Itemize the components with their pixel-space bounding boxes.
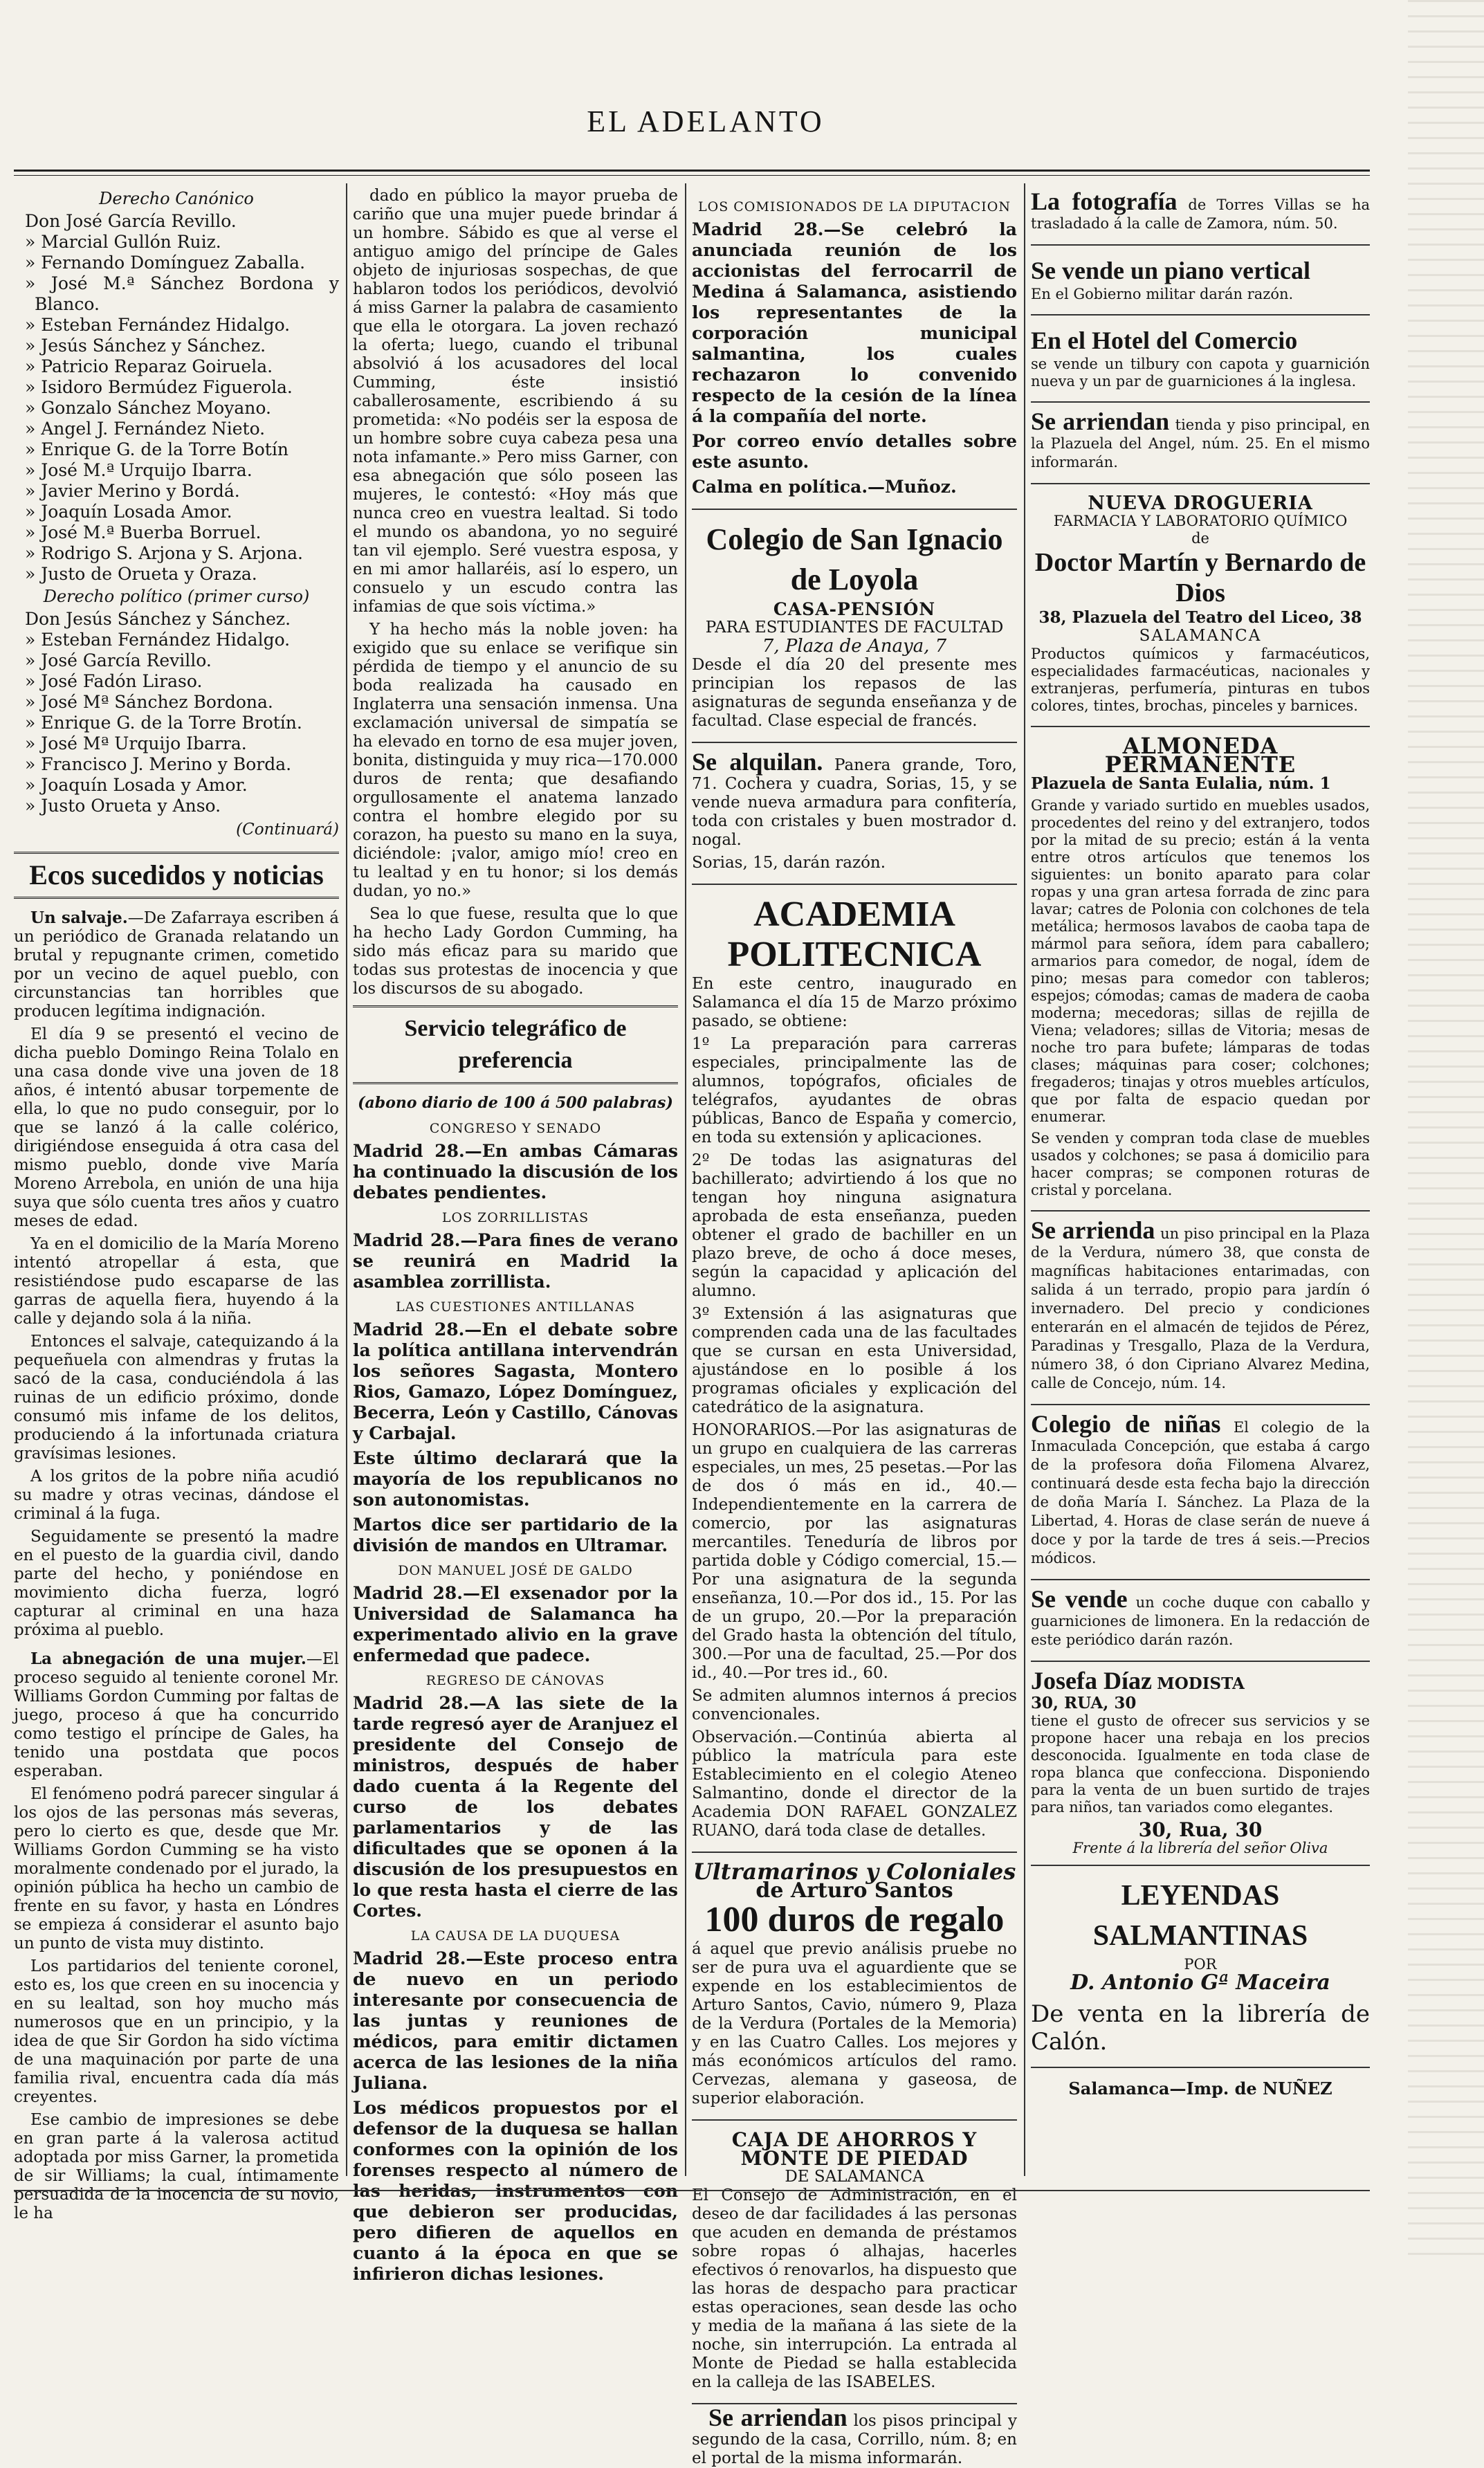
ad-city: SALAMANCA <box>1139 627 1262 645</box>
column-2 <box>353 187 678 2284</box>
news-item: Por correo envío detalles sobre este asunto. <box>692 431 1017 472</box>
page-edge <box>1408 0 1484 2265</box>
ad-text: Desde el día 20 del presente mes principian los repasos de las asignaturas de segunda enseñanza y de facultad. Clase especial de francés. <box>692 656 1017 730</box>
news-heading: DON MANUEL JOSÉ DE GALDO <box>398 1563 633 1578</box>
list-item: » José García Revillo. <box>25 650 212 670</box>
list-item: » José Mª Urquijo Ibarra. <box>25 733 247 753</box>
ad-text: tiene el gusto de ofrecer sus servicios y se propone hacer una rebaja en los precios desconocida. Igualmente en toda clase de ropa blanca que confecciona. Disponiendo para la venta de un buen surtido de trajes para niños, tan variados como elegantes. <box>1031 1712 1370 1816</box>
column-1 <box>14 187 339 2222</box>
ad-address: 30, RUA, 30 <box>1031 1694 1137 1712</box>
ad-text: El Consejo de Administración, en el deseo de dar facilidades á las personas que acuden en demanda de préstamos sobre ropas ó alhajas, hacerles efectivos ó renovarlos, ha dispuesto que las horas de despacho para practicar estas operaciones, sean desde las ocho y media de la mañana á las siete de la noche, sin interrupción. La entrada al Monte de Piedad se halla establecida en la calleja de las ISABELES. <box>692 2186 1017 2391</box>
piano-ad <box>1031 250 1370 316</box>
continuara-note: (Continuará) <box>236 821 339 839</box>
ad-subtitle: DE SALAMANCA <box>785 2168 924 2186</box>
list-item: » Joaquín Losada Amor. <box>25 502 232 522</box>
paragraph: Ese cambio de impresiones se debe en gran parte á la valerosa actitud adoptada por miss Garner, la prometida de sir Williams; la cual, íntimamente persuadida de la inocencia de su novio, le ha <box>14 2111 339 2222</box>
list-item: » Marcial Gullón Ruiz. <box>25 232 221 252</box>
column-divider <box>346 183 347 2176</box>
ad-text: un coche duque con caballo y guarniciones de limonera. En la redacción de este periódico darán razón. <box>1031 1594 1371 1648</box>
ad-text: Se admiten alumnos internos á precios convencionales. <box>692 1687 1017 1724</box>
ad-title: ALMONEDA PERMANENTE <box>1104 733 1297 778</box>
drogueria-ad <box>1031 488 1370 727</box>
ad-title: Doctor Martín y Bernardo de Dios <box>1034 548 1366 607</box>
ecos-heading: Ecos sucedidos y noticias <box>14 852 339 899</box>
ad-text: un piso principal en la Plaza de la Verdura, número 38, que consta de magníficas habitaciones entarimadas, con salida á un terrado, propio para jardín ó invernadero. Del precio y condiciones enterarán en el almacén de tejidos de Pérez, Paradinas y Tresgallo, Plaza de la Verdura, número 38, ó don Cipriano Alvarez Medina, calle de Concejo, núm. 14. <box>1031 1225 1371 1391</box>
paragraph: Los partidarios del teniente coronel, esto es, los que creen en su inocencia y en su lealtad, son hoy mucho más numerosos que en un principio, y la idea de que Sir Gordon ha sido víctima de una maquinación por parte de una familia rival, encuentra cada día más creyentes. <box>14 1957 339 2106</box>
ad-text: Observación.—Continúa abierta al público la matrícula para este Establecimiento en el colegio Ateneo Salmantino, donde el director de la Academia DON RAFAEL GONZALEZ RUANO, dará toda clase de detalles. <box>692 1728 1017 1840</box>
news-heading: CONGRESO Y SENADO <box>429 1121 602 1136</box>
list-item: » Justo Orueta y Anso. <box>25 796 221 816</box>
list-item: » Javier Merino y Bordá. <box>25 481 240 501</box>
list-item: » José M.ª Buerba Borruel. <box>25 522 262 542</box>
list-item: » Esteban Fernández Hidalgo. <box>25 630 291 650</box>
salvaje-lead: Un salvaje. <box>30 908 128 927</box>
header-rule <box>14 170 1370 172</box>
ad-title: Se alquilan. <box>692 748 823 776</box>
ad-text: De venta en la librería de Calón. <box>1031 2000 1370 2056</box>
masthead-title: EL ADELANTO <box>587 104 825 138</box>
caja-ad <box>692 2125 1017 2404</box>
ad-title: Se vende <box>1031 1585 1128 1613</box>
ad-text: se vende un tilbury con capota y guarnición nueva y un par de guarniciones á la inglesa. <box>1031 356 1370 390</box>
ad-note: Frente á la librería del señor Oliva <box>1072 1840 1328 1856</box>
ad-text: El colegio de la Inmaculada Concepción, que estaba á cargo de la profesora doña Filomena Alvarez, continuará desde esta fecha bajo la dirección de doña María I. Sánchez. La Plaza de la Libertad, 4. Horas de clase serán de nueve á doce y por la tarde de tres á seis.—Precios módicos. <box>1031 1419 1370 1566</box>
paragraph: Sea lo que fuese, resulta que lo que ha hecho Lady Gordon Cumming, ha sido más eficaz para su marido que todas sus protestas de inocencia y que los discursos de su abogado. <box>353 905 678 998</box>
news-item: Los médicos propuestos por el defensor de la duquesa se hallan conformes con la opinión de los forenses respecto al número de las heridas, instrumentos con que debieron ser producidas, pero difieren de aquellos en cuanto á la época en que se infirieron dichas lesiones. <box>353 2098 678 2284</box>
ad-text: Productos químicos y farmacéuticos, especialidades farmacéuticas, nacionales y extranjeras, perfumería, pinturas en tubos colores, tintes, brochas, pinceles y barnices. <box>1031 646 1370 714</box>
list-item: » Jesús Sánchez y Sánchez. <box>25 336 266 356</box>
news-item: Calma en política.—Muñoz. <box>692 477 957 497</box>
arrienda-piso-ad <box>1031 1216 1370 1405</box>
abnegacion-lead: La abnegación de una mujer. <box>30 1649 306 1668</box>
ad-author: D. Antonio Gª Maceira <box>1070 1971 1330 1995</box>
ad-title: Colegio de San Ignacio de Loyola <box>706 522 1003 596</box>
paragraph: El día 9 se presentó el vecino de dicha pueblo Domingo Reina Tolalo en una casa donde vive una joven de 18 años, é intentó abusar torpemente de ella, lo que no pudo conseguir, por lo que se lanzó á la calle colérico, dirigiéndose enseguida á otra casa del mismo pueblo, donde vive María Moreno Arrebola, en unión de una hija suya que sólo cuenta tres años y cuatro meses de edad. <box>14 1025 339 1230</box>
ad-subtitle: PARA ESTUDIANTES DE FACULTAD <box>705 619 1004 637</box>
diputacion-news <box>692 187 1017 510</box>
list-item: » Justo de Orueta y Oraza. <box>25 564 257 584</box>
coche-ad <box>1031 1584 1370 1662</box>
column-divider <box>685 183 686 2176</box>
bottom-rule <box>14 2190 1370 2191</box>
ad-title: CAJA DE AHORROS Y MONTE DE PIEDAD <box>731 2128 978 2170</box>
list-item: » Enrique G. de la Torre Botín <box>25 439 288 459</box>
list-item: » Joaquín Losada y Amor. <box>25 775 248 795</box>
news-heading: REGRESO DE CÁNOVAS <box>425 1673 605 1688</box>
ad-text: de Torres Villas se ha trasladado á la calle de Zamora, núm. 50. <box>1031 196 1370 232</box>
paragraph: Entonces el salvaje, catequizando á la pequeñuela con almendras y frutas la sacó de la casa, conduciéndola á las ruinas de un edificio próximo, donde consumó mis infame de los delitos, produciendo á la infortunada criatura gravísimas lesiones. <box>14 1333 339 1463</box>
fotografia-ad <box>1031 187 1370 246</box>
list-item: » Isidoro Bermúdez Figuerola. <box>25 377 293 397</box>
ad-subtitle: de Arturo Santos <box>755 1879 953 1903</box>
list-item: » José M.ª Urquijo Ibarra. <box>25 460 253 480</box>
politico-heading: Derecho político (primer curso) <box>43 587 310 606</box>
list-item: » Esteban Fernández Hidalgo. <box>25 315 291 335</box>
paragraph: Y ha hecho más la noble joven: ha exigido que su enlace se verifique sin pérdida de tiempo y el anuncio de su boda realizada ha causado en Inglaterra una sensación inmensa. Una exclamación universal de simpatía se ha elevado en torno de esa mujer joven, bonita, distinguida y muy rica—170.000 duros de renta; que desafiando orgullosamente el anatema lanzado contra el hombre elegido por su corazon, ha puesto su mano en la suya, diciéndole: ¡valor, amigo mío! creo en tu lealtad y en tu honor; si los demás dudan, yo no.» <box>353 621 678 900</box>
ad-text: tienda y piso principal, en la Plazuela del Angel, núm. 25. En el mismo informarán. <box>1031 417 1370 470</box>
ad-subtitle: CASA-PENSIÓN <box>773 599 936 619</box>
news-item: Madrid 28.—Este proceso entra de nuevo en un periodo interesante por consecuencia de las juntas y reuniones de médicos, para emitir dictamen acerca de las lesiones de la niña Juliana. <box>353 1948 678 2093</box>
list-item: » Fernando Domínguez Zaballa. <box>25 253 306 273</box>
news-item: Madrid 28.—En ambas Cámaras ha continuado la discusión de los debates pendientes. <box>353 1141 678 1203</box>
ad-title: 100 duros de regalo <box>704 1900 1005 1939</box>
ad-title: Se arriendan <box>1031 408 1170 435</box>
ad-text: En este centro, inaugurado en Salamanca el día 15 de Marzo próximo pasado, se obtiene: <box>692 975 1017 1030</box>
paragraph: Seguidamente se presentó la madre en el puesto de la guardia civil, dando parte del hecho, y poniéndose en movimiento dicha fuerza, logró capturar al criminal en una haza próxima al pueblo. <box>14 1528 339 1639</box>
almoneda-ad <box>1031 731 1370 1212</box>
paragraph: dado en público la mayor prueba de cariño que una mujer puede brindar á un hombre. Sábido es que al verse el antiguo amigo del príncipe de Gales objeto de injuriosas sospechas, de que hablaron todos los periódicos, devolvió á miss Garner la palabra de casamiento que ella le otorgara. La joven rechazó la oferta; luego, cuando el tribunal absolvió á los acusadores del local Cumming, éste insistió caballerosamente, escribiendo á su prometida: «No podéis ser la esposa de un hombre sobre cuya cabeza pesa una nota infamante.» Pero miss Garner, con esa abnegación que sólo poseen las mujeres, le contestó: «Hoy más que nunca creo en vuestra lealtad. Si todo el mundo os abandona, yo no seguiré tan vil ejemplo. Seré vuestra esposa, y en mi amor hallaréis, así lo espero, un consuelo y un escudo contra las infamias de que sois víctima.» <box>353 187 678 616</box>
ad-text: los pisos principal y segundo de la casa, Corrillo, núm. 8; en el portal de la misma informarán. <box>692 2412 1017 2467</box>
news-heading: LA CAUSA DE LA DUQUESA <box>410 1928 621 1944</box>
ad-text: Grande y variado surtido en muebles usados, procedentes del reino y del extranjero, todos por la mitad de su precio; están á la venta entre otros artículos que tenemos los siguientes: un bonito aparato para colar ropas y una gran artesa forrada de zinc para lavar; catres de Polonia con colchones de tela metálica; hermosos lavabos de caoba tapa de mármol para señora, ídem para caballero; armarios para comedor, de nogal, ídem de pino; mesas para comedor con tableros; espejos; cómodas; camas de madera de caoba moderna; mecedoras; sillas de rejilla de Viena; veladores; sillas de Vitoria; mesas de noche tro para bufete; lámparas de todas clases; máquinas para coser; colchones; fregaderos; tinajas y otros muebles artículos, que por falta de espacio quedan por enumerar. <box>1031 797 1370 1125</box>
ad-address: 7, Plaza de Anaya, 7 <box>762 636 947 657</box>
news-item: Madrid 28.—A las siete de la tarde regresó ayer de Aranjuez el presidente del Consejo de ministros, después de haber dado cuenta á la Regente del curso de los debates parlamentarios y de las dificultades que se oponen á la discusión de los presupuestos en lo que resta hasta el cierre de las Cortes. <box>353 1693 678 1921</box>
arriendan-ad <box>692 2404 1017 2468</box>
ad-title: En el Hotel del Comercio <box>1031 327 1298 354</box>
ad-subtitle: MODISTA <box>1157 1674 1245 1693</box>
ad-subtitle: de <box>1191 530 1209 547</box>
list-item: » Gonzalo Sánchez Moyano. <box>25 398 271 418</box>
ad-title: Josefa Díaz <box>1031 1667 1152 1694</box>
ad-text: 3º Extensión á las asignaturas que comprenden cada una de las facultades que se cursan en esta Universidad, ajustándose en lo posible á los programas oficiales y explicación del catedrático de la asignatura. <box>692 1305 1017 1416</box>
alquilan-ad <box>692 747 1017 885</box>
imprenta-line: Salamanca—Imp. de NUÑEZ <box>1068 2078 1332 2099</box>
ad-text: Se venden y compran toda clase de muebles usados y colchones; se pasa á domicilio para hacer compras; se componen roturas de cristal y porcelana. <box>1031 1130 1370 1198</box>
paragraph: El fenómeno podrá parecer singular á los ojos de las personas más severas, pero lo cierto es que, desde que Mr. Williams Gordon Cumming se ha visto moralmente condenado por el jurado, la opinión pública ha hecho un cambio de frente en su favor, y hasta en Lóndres se empieza á considerar el asunto bajo un punto de vista muy distinto. <box>14 1785 339 1953</box>
leyendas-ad <box>1031 1870 1370 2068</box>
ad-subtitle: FARMACIA Y LABORATORIO QUÍMICO <box>1053 513 1348 529</box>
servicio-heading: Servicio telegráfico de preferencia <box>353 1005 678 1084</box>
arriendan-tienda-ad <box>1031 407 1370 484</box>
colegio-ninas-ad <box>1031 1409 1370 1580</box>
news-item: Madrid 28.—En el debate sobre la política antillana intervendrán los señores Sagasta, Montero Rios, Gamazo, López Domínguez, Becerra, León y Castillo, Cánovas y Carbajal. <box>353 1319 678 1443</box>
news-item: Madrid 28.—El exsenador por la Universidad de Salamanca ha experimentado alivio en la grave enfermedad que padece. <box>353 1583 678 1665</box>
hotel-ad <box>1031 320 1370 403</box>
salvaje-article <box>14 908 339 1021</box>
ad-text: á aquel que previo análisis pruebe no ser de pura uva el aguardiente que se expende en los establecimientos de Arturo Santos, Cavio, número 9, Plaza de la Verdura (Portales de la Memoria) y en las Cuatro Calles. Los mejores y más económicos artículos del ramo. Cervezas, alemana y gaseosa, de superior elaboración. <box>692 1940 1017 2108</box>
ad-text: Sorias, 15, darán razón. <box>692 854 886 872</box>
colegio-loyola-ad <box>692 514 1017 743</box>
ad-text: 1º La preparación para carreras especiales, principalmente las de alumnos, topógrafos, oficiales de telégrafos, ayudantes de obras públicas, Banco de España y comercio, en toda su extensión y aplicaciones. <box>692 1035 1017 1146</box>
news-item: Madrid 28.—Se celebró la anunciada reunión de los accionistas del ferrocarril de Medina á Salamanca, asistiendo los representantes de la corporación municipal salmantina, los cuales rechazaron lo convenido respecto de la cesión de la línea á la compañía del norte. <box>692 219 1017 426</box>
ad-subtitle: Plazuela de Santa Eulalia, núm. 1 <box>1031 774 1331 793</box>
list-item: » Enrique G. de la Torre Brotín. <box>25 713 302 733</box>
ad-text: HONORARIOS.—Por las asignaturas de un grupo en cualquiera de las carreras especiales, un mes, 25 pesetas.—Por las de dos ó más en id., 40.—Independientemente en la carrera de comercio, por las asignaturas mercantiles. Teneduría de libros por partida doble y Código comercial, 15.—Por una asignatura de la segunda enseñanza, 10.—Por dos id., 15. Por las de un grupo, 20.—Por la preparación del Grado hasta la obtención del título, 300.—Por una de facultad, 25.—Por dos id., 40.—Por tres id., 60. <box>692 1421 1017 1682</box>
canonico-heading: Derecho Canónico <box>99 189 254 208</box>
news-item: Este último declarará que la mayoría de los republicanos no son autonomistas. <box>353 1448 678 1510</box>
ad-title: Colegio de niñas <box>1031 1410 1221 1438</box>
ad-title: Se arrienda <box>1031 1216 1155 1244</box>
ad-text: Panera grande, Toro, 71. Cochera y cuadra, Sorias, 15, y se vende nueva armadura para confitería, toda con cristales y buen mostrador d. nogal. <box>692 756 1017 849</box>
academia-ad <box>692 889 1017 1853</box>
news-heading: LOS COMISIONADOS DE LA DIPUTACION <box>698 199 1011 214</box>
ultramarinos-ad <box>692 1857 1017 2121</box>
paragraph: Ya en el domicilio de la María Moreno intentó atropellar á esta, que resistiéndose pudo escaparse de las garras de aquella fiera, huyendo á la calle y dejando sola á la niña. <box>14 1235 339 1328</box>
news-heading: LAS CUESTIONES ANTILLANAS <box>396 1299 635 1315</box>
ad-text: 2º De todas las asignaturas del bachillerato; advirtiendo á los que no tengan hoy ninguna asignatura aprobada de esta enseñanza, pueden obtener el grado de bachiller en un plazo breve, de ocho á doce meses, según la capacidad y aplicación del alumno. <box>692 1151 1017 1300</box>
servicio-subheading: (abono diario de 100 á 500 palabras) <box>358 1094 673 1112</box>
list-item: » José Fadón Liraso. <box>25 671 203 691</box>
josefa-ad <box>1031 1666 1370 1866</box>
abnegacion-article <box>14 1649 339 1781</box>
salvaje-text: —De Zafarraya escriben á un periódico de Granada relatando un brutal y repugnante crimen, cometido por un vecino de aquel pueblo, con circunstancias tan horribles que producen legítima indignación. <box>14 909 339 1021</box>
ad-subtitle: POR <box>1184 1956 1217 1973</box>
list-item: » Francisco J. Merino y Borda. <box>25 754 292 774</box>
ad-title: NUEVA DROGUERIA <box>1088 493 1313 514</box>
ad-title: Se arriendan <box>708 2404 848 2431</box>
ad-title: LEYENDAS SALMANTINAS <box>1092 1880 1308 1952</box>
telegraph-news <box>353 1119 678 2285</box>
ad-title: Ultramarinos y Coloniales <box>693 1858 1016 1885</box>
list-item: » José M.ª Sánchez Bordona y Blanco. <box>25 273 339 314</box>
list-item: Don Jesús Sánchez y Sánchez. <box>25 609 291 629</box>
news-item: Madrid 28.—Para fines de verano se reunirá en Madrid la asamblea zorrillista. <box>353 1230 678 1292</box>
news-heading: LOS ZORRILLISTAS <box>441 1210 589 1225</box>
news-item: Martos dice ser partidario de la división de mandos en Ultramar. <box>353 1515 678 1555</box>
ad-title: Se vende un piano vertical <box>1031 257 1311 284</box>
canonico-list <box>14 211 339 585</box>
ad-text: En el Gobierno militar darán razón. <box>1031 286 1294 302</box>
ad-title: ACADEMIA POLITECNICA <box>727 895 982 974</box>
list-item: » Patricio Reparaz Goiruela. <box>25 356 273 376</box>
list-item: » Rodrigo S. Arjona y S. Arjona. <box>25 543 303 563</box>
ad-title: La fotografía <box>1031 188 1178 215</box>
list-item: » José Mª Sánchez Bordona. <box>25 692 273 712</box>
ad-address: 30, Rua, 30 <box>1138 1818 1263 1841</box>
ad-address: 38, Plazuela del Teatro del Liceo, 38 <box>1038 608 1362 627</box>
abnegacion-text: —El proceso seguido al teniente coronel Mr. Williams Gordon Cumming por faltas de juego, proceso á que ha concurrido como testigo el príncipe de Gales, ha tenido una postdata que pocos esperaban. <box>14 1650 339 1780</box>
politico-list <box>14 609 339 816</box>
list-item: Don José García Revillo. <box>25 211 237 231</box>
header-rule-thin <box>14 175 1370 176</box>
list-item: » Angel J. Fernández Nieto. <box>25 419 266 439</box>
column-divider <box>1024 183 1025 2176</box>
column-4 <box>1031 187 1370 2207</box>
column-3 <box>692 187 1017 2467</box>
paragraph: A los gritos de la pobre niña acudió su madre y otras vecinas, dándose el criminal á la fuga. <box>14 1468 339 1523</box>
